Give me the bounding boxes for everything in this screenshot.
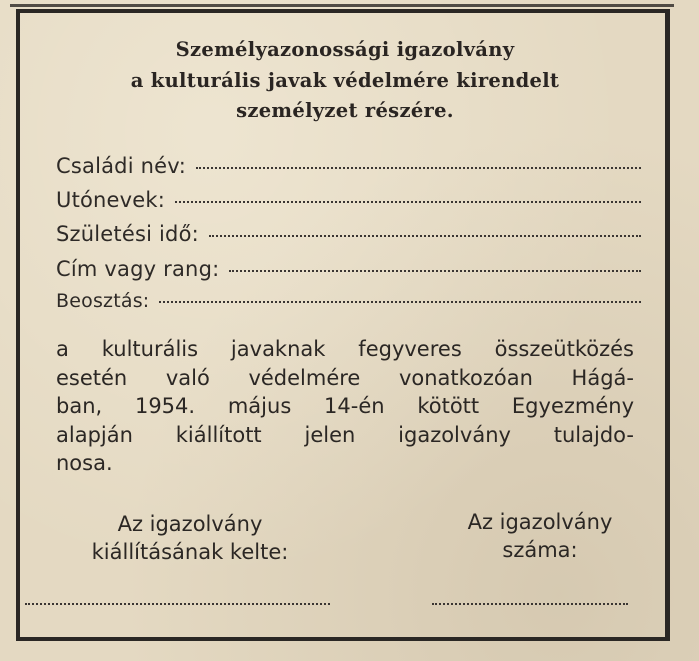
- fill-line-given-names: [175, 201, 641, 203]
- field-label-family-name: Családi név:: [56, 154, 186, 178]
- paragraph-line: nosa.: [56, 451, 113, 475]
- fill-line-title-or-rank: [229, 270, 641, 272]
- card-number-fill-line: [432, 603, 628, 605]
- paragraph-line: alapján kiállított jelen igazolvány tulajdo-: [56, 422, 634, 447]
- document-title-line-2: a kulturális javak védelmére kirendelt: [130, 69, 560, 92]
- document-title-line-1: Személyazonossági igazolvány: [175, 38, 515, 61]
- field-label-assignment: Beosztás:: [56, 290, 150, 312]
- fill-line-family-name: [196, 167, 641, 169]
- field-assignment: [56, 290, 641, 320]
- paragraph-line: ban, 1954. május 14-én kötött Egyezmény: [56, 394, 634, 418]
- field-family-name: [56, 154, 641, 184]
- field-label-given-names: Utónevek:: [56, 188, 166, 212]
- fill-line-birth-date: [209, 235, 641, 237]
- issue-date-label-line-2: kiállításának kelte:: [91, 540, 289, 564]
- fill-line-assignment: [159, 301, 641, 303]
- card-number-label: [440, 508, 640, 564]
- card-number-label-line-1: Az igazolvány: [467, 510, 613, 534]
- top-rule: [10, 4, 674, 7]
- field-given-names: [56, 188, 641, 218]
- paragraph-line: a kulturális javaknak fegyveres összeütközés: [56, 337, 634, 361]
- paragraph-line: esetén való védelmére vonatkozóan Hágá-: [56, 365, 634, 390]
- field-birth-date: [56, 222, 641, 252]
- document-title-line-3: személyzet részére.: [236, 99, 454, 122]
- field-label-title-or-rank: Cím vagy rang:: [56, 257, 220, 281]
- certification-paragraph: [56, 335, 634, 478]
- issue-date-label: [40, 510, 340, 566]
- card-number-label-line-2: száma:: [502, 538, 578, 562]
- field-title-or-rank: [56, 257, 641, 287]
- field-label-birth-date: Születési idő:: [56, 222, 199, 246]
- issue-date-fill-line: [25, 603, 330, 605]
- issue-date-label-line-1: Az igazolvány: [117, 512, 263, 536]
